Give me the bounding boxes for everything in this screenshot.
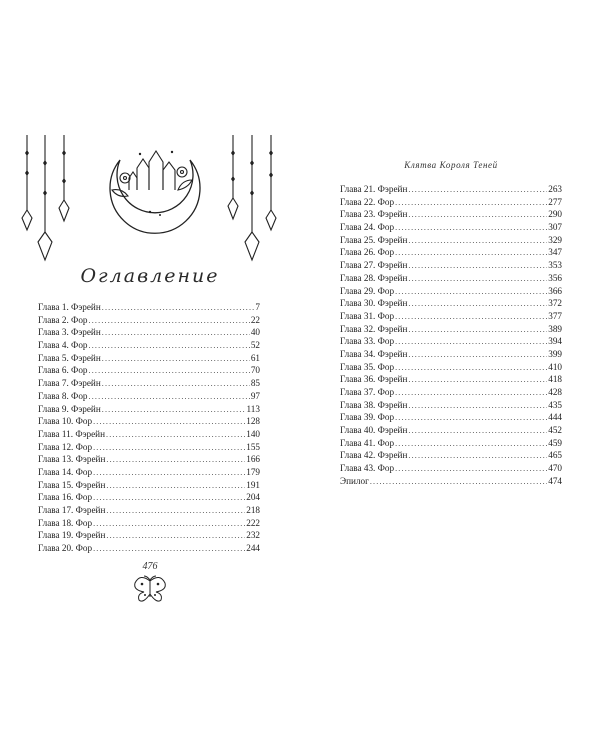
toc-entry[interactable]: Глава 23. Фэрейн ..... 290 — [340, 208, 562, 221]
toc-entry[interactable]: Глава 18. Фор ..... 222 — [38, 517, 260, 530]
toc-entry[interactable]: Глава 43. Фор ..... 470 — [340, 462, 562, 475]
crescent-moon-crystals-icon — [0, 0, 300, 270]
toc-entry[interactable]: Глава 5. Фэрейн ..... 61 — [38, 352, 260, 365]
toc-entry[interactable]: Глава 29. Фор ..... 366 — [340, 285, 562, 298]
toc-entry[interactable]: Глава 16. Фор ..... 204 — [38, 491, 260, 504]
toc-entry[interactable]: Глава 39. Фор ..... 444 — [340, 411, 562, 424]
toc-entry[interactable]: Глава 42. Фэрейн ..... 465 — [340, 449, 562, 462]
toc-entry[interactable]: Глава 21. Фэрейн ..... 263 — [340, 183, 562, 196]
toc-entry[interactable]: Глава 41. Фор ..... 459 — [340, 437, 562, 450]
toc-entry[interactable]: Глава 20. Фор ..... 244 — [38, 542, 260, 555]
toc-list-left — [38, 301, 260, 555]
toc-entry[interactable]: Глава 25. Фэрейн ..... 329 — [340, 234, 562, 247]
toc-entry[interactable]: Глава 31. Фор ..... 377 — [340, 310, 562, 323]
toc-entry[interactable]: Глава 38. Фэрейн ..... 435 — [340, 399, 562, 412]
toc-entry[interactable]: Эпилог ..... 474 — [340, 475, 562, 488]
toc-entry[interactable]: Глава 12. Фор ..... 155 — [38, 441, 260, 454]
toc-entry[interactable]: Глава 2. Фор ..... 22 — [38, 314, 260, 327]
toc-entry[interactable]: Глава 33. Фор ..... 394 — [340, 335, 562, 348]
toc-entry[interactable]: Глава 35. Фор ..... 410 — [340, 361, 562, 374]
toc-list-right — [340, 183, 562, 488]
toc-entry[interactable]: Глава 24. Фор ..... 307 — [340, 221, 562, 234]
toc-entry[interactable]: Глава 40. Фэрейн ..... 452 — [340, 424, 562, 437]
toc-entry[interactable]: Глава 37. Фор ..... 428 — [340, 386, 562, 399]
toc-heading: Оглавление — [80, 265, 220, 287]
toc-entry[interactable]: Глава 14. Фор ..... 179 — [38, 466, 260, 479]
toc-entry[interactable]: Глава 3. Фэрейн ..... 40 — [38, 326, 260, 339]
toc-entry[interactable]: Глава 1. Фэрейн ..... 7 — [38, 301, 260, 314]
toc-entry[interactable]: Глава 6. Фор ..... 70 — [38, 364, 260, 377]
toc-entry[interactable]: Глава 22. Фор ..... 277 — [340, 196, 562, 209]
page-number: 476 — [142, 561, 158, 572]
toc-entry[interactable]: Глава 17. Фэрейн ..... 218 — [38, 504, 260, 517]
toc-entry[interactable]: Глава 34. Фэрейн ..... 399 — [340, 348, 562, 361]
toc-entry[interactable]: Глава 28. Фэрейн ..... 356 — [340, 272, 562, 285]
toc-entry[interactable]: Глава 30. Фэрейн ..... 372 — [340, 297, 562, 310]
toc-entry[interactable]: Глава 27. Фэрейн ..... 353 — [340, 259, 562, 272]
toc-entry[interactable]: Глава 36. Фэрейн ..... 418 — [340, 373, 562, 386]
toc-entry[interactable]: Глава 11. Фэрейн ..... 140 — [38, 428, 260, 441]
toc-entry[interactable]: Глава 4. Фор ..... 52 — [38, 339, 260, 352]
toc-entry[interactable]: Глава 19. Фэрейн ..... 232 — [38, 529, 260, 542]
toc-entry[interactable]: Глава 10. Фор ..... 128 — [38, 415, 260, 428]
toc-entry[interactable]: Глава 9. Фэрейн ..... 113 — [38, 403, 260, 416]
toc-entry[interactable]: Глава 15. Фэрейн ..... 191 — [38, 479, 260, 492]
toc-entry[interactable]: Глава 7. Фэрейн ..... 85 — [38, 377, 260, 390]
butterfly-icon — [131, 575, 169, 603]
toc-entry[interactable]: Глава 8. Фор ..... 97 — [38, 390, 260, 403]
running-head: Клятва Короля Теней — [404, 160, 498, 170]
toc-entry[interactable]: Глава 32. Фэрейн ..... 389 — [340, 323, 562, 336]
toc-entry[interactable]: Глава 13. Фэрейн ..... 166 — [38, 453, 260, 466]
toc-entry[interactable]: Глава 26. Фор ..... 347 — [340, 246, 562, 259]
